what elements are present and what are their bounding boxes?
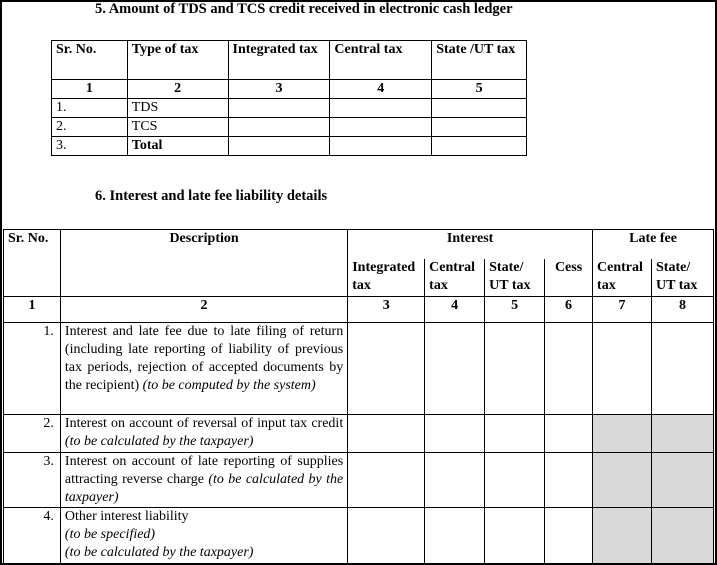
late-fee-state-disabled-cell bbox=[652, 508, 714, 565]
table-row bbox=[4, 323, 714, 415]
col-number: 1 bbox=[4, 297, 61, 323]
state-ut-tax-cell[interactable] bbox=[432, 118, 527, 137]
row-text: Other interest liability bbox=[64, 509, 189, 524]
cess-cell[interactable] bbox=[545, 453, 593, 508]
row-note: (to be calculated by the taxpayer) bbox=[64, 434, 254, 449]
integrated-tax-cell[interactable] bbox=[228, 99, 330, 118]
central-tax-cell[interactable] bbox=[330, 118, 432, 137]
header-interest: Interest bbox=[348, 230, 593, 259]
header-description: Description bbox=[60, 230, 347, 297]
row-text: Interest on account of reversal of input tax credit bbox=[64, 416, 344, 431]
state-ut-tax-cell[interactable] bbox=[485, 415, 545, 453]
col-number: 5 bbox=[432, 80, 527, 99]
header-central-tax: Central tax bbox=[330, 41, 432, 80]
header-sr-no: Sr. No. bbox=[52, 41, 128, 80]
row-sr-no: 1. bbox=[52, 99, 128, 118]
central-tax-cell[interactable] bbox=[330, 137, 432, 156]
row-tax-type: Total bbox=[127, 137, 228, 156]
integrated-tax-cell[interactable] bbox=[348, 415, 425, 453]
row-tax-type: TDS bbox=[127, 99, 228, 118]
table-row bbox=[4, 508, 714, 565]
late-fee-central-disabled-cell bbox=[593, 453, 652, 508]
row-description bbox=[60, 415, 347, 453]
late-fee-central-cell[interactable] bbox=[593, 323, 652, 415]
row-text: Interest on account of late reporting of supplies attracting reverse charge bbox=[64, 454, 344, 487]
central-tax-cell[interactable] bbox=[425, 508, 485, 565]
section6-title: 6. Interest and late fee liability details bbox=[95, 188, 328, 204]
col-number: 3 bbox=[228, 80, 330, 99]
col-number: 5 bbox=[485, 297, 545, 323]
state-ut-tax-cell[interactable] bbox=[485, 453, 545, 508]
header-state-ut-tax: State /UT tax bbox=[432, 41, 527, 80]
central-tax-cell[interactable] bbox=[425, 323, 485, 415]
table-row bbox=[52, 99, 527, 118]
integrated-tax-cell[interactable] bbox=[348, 508, 425, 565]
row-tax-type: TCS bbox=[127, 118, 228, 137]
row-sr-no: 2. bbox=[52, 118, 128, 137]
integrated-tax-cell[interactable] bbox=[228, 137, 330, 156]
col-number: 8 bbox=[652, 297, 714, 323]
cess-cell[interactable] bbox=[545, 508, 593, 565]
col-number: 6 bbox=[545, 297, 593, 323]
header-integrated-tax: Integrated tax bbox=[348, 259, 425, 297]
late-fee-central-disabled-cell bbox=[593, 508, 652, 565]
header-state-ut-tax: State/ UT tax bbox=[485, 259, 545, 297]
table-row bbox=[4, 415, 714, 453]
col-number: 3 bbox=[348, 297, 425, 323]
col-number: 7 bbox=[593, 297, 652, 323]
late-fee-central-disabled-cell bbox=[593, 415, 652, 453]
late-fee-state-cell[interactable] bbox=[652, 323, 714, 415]
tds-tcs-table bbox=[51, 40, 527, 156]
row-note: (to be computed by the system) bbox=[142, 378, 316, 393]
table-header-row bbox=[52, 41, 527, 80]
interest-late-fee-table bbox=[3, 229, 714, 565]
row-sr-no: 2. bbox=[4, 415, 61, 453]
header-type-of-tax: Type of tax bbox=[127, 41, 228, 80]
row-sr-no: 3. bbox=[4, 453, 61, 508]
header-integrated-tax: Integrated tax bbox=[228, 41, 330, 80]
header-central-tax: Central tax bbox=[425, 259, 485, 297]
header-late-state-ut-tax: State/ UT tax bbox=[652, 259, 714, 297]
state-ut-tax-cell[interactable] bbox=[432, 137, 527, 156]
col-number: 4 bbox=[425, 297, 485, 323]
header-late-central-tax: Central tax bbox=[593, 259, 652, 297]
row-description bbox=[60, 508, 347, 565]
section5-title: 5. Amount of TDS and TCS credit received in electronic cash ledger bbox=[95, 1, 513, 17]
integrated-tax-cell[interactable] bbox=[348, 453, 425, 508]
row-text: Interest and late fee due to late filing of return (including late reporting of liability of previous tax periods, rejection of accepted documents by the recipient) bbox=[64, 324, 344, 393]
col-number: 2 bbox=[60, 297, 347, 323]
central-tax-cell[interactable] bbox=[330, 99, 432, 118]
header-cess: Cess bbox=[545, 259, 593, 297]
integrated-tax-cell[interactable] bbox=[348, 323, 425, 415]
row-note: (to be calculated by the taxpayer) bbox=[64, 545, 254, 560]
column-number-row bbox=[52, 80, 527, 99]
column-number-row bbox=[4, 297, 714, 323]
table-header-row bbox=[4, 230, 714, 259]
state-ut-tax-cell[interactable] bbox=[485, 508, 545, 565]
row-note: (to be calculated by the taxpayer) bbox=[64, 472, 344, 505]
cess-cell[interactable] bbox=[545, 323, 593, 415]
col-number: 1 bbox=[52, 80, 128, 99]
header-sr-no: Sr. No. bbox=[4, 230, 61, 297]
col-number: 4 bbox=[330, 80, 432, 99]
cess-cell[interactable] bbox=[545, 415, 593, 453]
table-row bbox=[4, 453, 714, 508]
state-ut-tax-cell[interactable] bbox=[485, 323, 545, 415]
row-sr-no: 3. bbox=[52, 137, 128, 156]
table-row bbox=[52, 118, 527, 137]
row-sr-no: 1. bbox=[4, 323, 61, 415]
row-sr-no: 4. bbox=[4, 508, 61, 565]
state-ut-tax-cell[interactable] bbox=[432, 99, 527, 118]
integrated-tax-cell[interactable] bbox=[228, 118, 330, 137]
late-fee-state-disabled-cell bbox=[652, 415, 714, 453]
header-late-fee: Late fee bbox=[593, 230, 714, 259]
late-fee-state-disabled-cell bbox=[652, 453, 714, 508]
table-row bbox=[52, 137, 527, 156]
central-tax-cell[interactable] bbox=[425, 453, 485, 508]
col-number: 2 bbox=[127, 80, 228, 99]
row-description bbox=[60, 453, 347, 508]
row-description bbox=[60, 323, 347, 415]
central-tax-cell[interactable] bbox=[425, 415, 485, 453]
row-note: (to be specified) bbox=[64, 527, 156, 542]
